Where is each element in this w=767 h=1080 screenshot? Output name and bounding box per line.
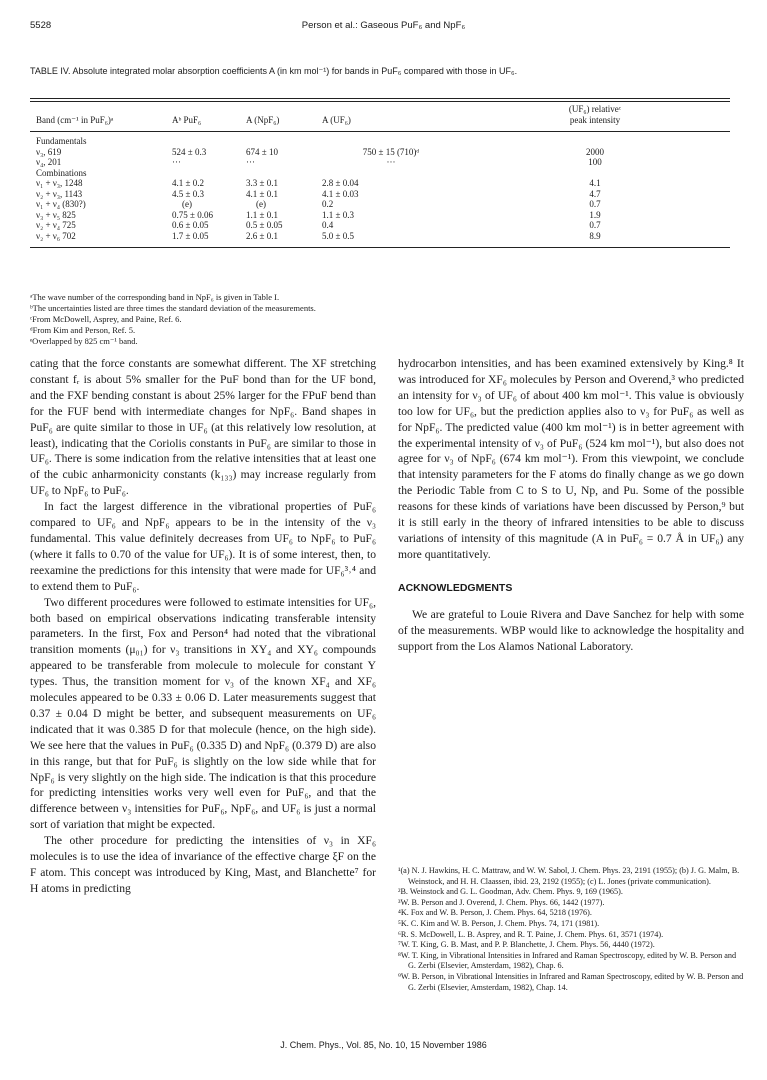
- cell-band: ν₃ + ν₅ 825: [36, 209, 76, 220]
- cell-npf6: 2.6 ± 0.1: [246, 230, 278, 241]
- reference-item: ⁵K. C. Kim and W. B. Person, J. Chem. Phys. 74, 171 (1981).: [398, 918, 600, 928]
- reference-item: ⁸W. T. King, in Vibrational Intensities in Infrared and Raman Spectroscopy, edited by W. B. Person and G. Zerbi (Elsevier, Amsterdam, 1982), Chap. 6.: [398, 950, 737, 971]
- cell-uf6: 2.8 ± 0.04: [322, 178, 359, 188]
- cell-npf6: 3.3 ± 0.1: [246, 178, 278, 188]
- table-row: [30, 189, 730, 200]
- section-row: [30, 168, 730, 179]
- reference-item: ⁹W. B. Person, in Vibrational Intensities in Infrared and Raman Spectroscopy, edited by W. B. Person and G. Zerbi (Elsevier, Amsterdam, 1982), Chap. 14.: [398, 971, 744, 992]
- header-relative: [460, 102, 730, 131]
- reference-item: ⁴K. Fox and W. B. Person, J. Chem. Phys. 64, 5218 (1976).: [398, 908, 592, 918]
- cell-npf6: (e): [256, 199, 266, 209]
- cell-relative: 4.1: [589, 178, 601, 188]
- cell-uf6: ···: [386, 157, 396, 167]
- cell-relative: 100: [588, 157, 602, 167]
- cell-puf6: 4.5 ± 0.3: [172, 188, 204, 199]
- cell-band: ν₂ + ν₄ 725: [36, 220, 76, 230]
- cell-band: ν₂ + ν₃, 1143: [36, 188, 83, 199]
- header-relative-line2: peak intensity: [569, 114, 621, 125]
- references: [398, 866, 744, 993]
- cell-relative: 0.7: [589, 199, 601, 209]
- header-puf6: Aᵇ PuF₆: [172, 114, 202, 125]
- cell-band: ν₁ + ν₄ (830?): [36, 199, 86, 209]
- table-row: [30, 147, 730, 158]
- table-footnote: ᵉOverlapped by 825 cm⁻¹ band.: [30, 336, 138, 346]
- reference-item: ¹(a) N. J. Hawkins, H. C. Mattraw, and W. W. Sabol, J. Chem. Phys. 23, 2191 (1955); (b) J. G. Malm, B. Weinstock, and H. H. Claassen, ibid. 23, 2192 (1955); (c) L. Jones (private communication).: [398, 866, 740, 886]
- running-head: Person et al.: Gaseous PuF₆ and NpF₆: [301, 20, 466, 31]
- cell-relative: 4.7: [589, 188, 601, 199]
- table-header-row: [30, 102, 730, 131]
- table-iv: [30, 98, 730, 248]
- reference-item: ⁶R. S. McDowell, L. B. Asprey, and R. T. Paine, J. Chem. Phys. 61, 3571 (1974).: [398, 929, 664, 939]
- table-footnotes: [30, 292, 730, 347]
- body-paragraph: hydrocarbon intensities, and has been examined extensively by King.⁸ It was introduced for XF₆ molecules by Person and Overend,³ who predicted an intensity for ν₃ of UF₆ of about 400 km mol⁻¹. This value is obviously too low for UF₆, but the prediction applies also to ν₃ for PuF₆ as well as for NpF₆. The predicted value (400 km mol⁻¹) is in better agreement with the experimental intensity of ν₃ of PuF₆ (524 km mol⁻¹), but also does not agree for ν₃ of NpF₆ (674 km mol⁻¹). From this viewpoint, we conclude that intensity parameters for the F atoms do finally change as we go down the Periodic Table from C to S to U, Np, and Pu. Some of the possible reasons for these kinds of variations have been discussed by Person,⁹ but it is still early in the theory of infrared intensities to be able to discuss variations of intensity of this magnitude (A in PuF₆ = 0.7 Å in UF₆) any more quantitatively.: [398, 357, 744, 561]
- reference-item: ⁷W. T. King, G. B. Mast, and P. P. Blanchette, J. Chem. Phys. 56, 4440 (1972).: [398, 940, 655, 950]
- cell-puf6: 0.6 ± 0.05: [172, 220, 209, 230]
- body-paragraph: Two different procedures were followed to estimate intensities for UF₆, both based on empirical observations indicating transferable intensity parameters. In the first, Fox and Person⁴ had noted that the vibrational transition moments (μ₀₁) for ν₃ transitions in XY₄ and XY₆ compounds appeared to be transferable from molecule to molecule for constant Y types. Thus, the transition moment for ν₃ of the known XF₄ and XF₆ molecules appeared to be 0.33 ± 0.06 D. Later measurements suggest that 0.37 ± 0.04 D might be better, and subsequent measurements on UF₆ indicated that it was 0.385 D for that molecule (hence, on the high side). We see here that the values in PuF₆ (0.335 D) and NpF₆ (0.379 D) are also in this range, but that for PuF₆ is slightly on the low side while that for NpF₆ is very slightly on the high side. The indication is that this procedure for predicting intensities works very well even for PuF₆, and that the difference between ν₃ intensities for PuF₆, NpF₆, and UF₆ is just a normal sort of variation that might be expected.: [30, 595, 376, 832]
- table-row: [30, 220, 730, 231]
- section-title: Fundamentals: [36, 136, 87, 146]
- table-row: [30, 199, 730, 210]
- cell-band: ν₃, 619: [36, 146, 62, 157]
- header-relative-line1: (UF₆) relativeᶜ: [568, 104, 622, 114]
- body-paragraph: cating that the force constants are somewhat different. The XF stretching constant fᵣ is about 5% smaller for the PuF bond than for the UF bond, and the FXF bending constant is about 25% larger for the FPuF bend than for the FUF bend with intermediate changes for NpF₆. Band shapes in PuF₆ are quite similar to those in UF₆ (at this relatively low resolution, at least), indicating that the Coriolis constants in PuF₆ are similar to those in UF₆. There is some indication from the relative intensities that at least one of the cubic anharmonicity constants (k₁₃₃) may increase regularly from UF₆ to NpF₆ to PuF₆.: [30, 357, 376, 498]
- cell-band: ν₂ + ν₆ 702: [36, 230, 76, 241]
- section-title: Combinations: [36, 167, 87, 178]
- cell-puf6: 524 ± 0.3: [172, 146, 207, 157]
- left-column: [30, 356, 376, 897]
- cell-puf6: 1.7 ± 0.05: [172, 230, 209, 241]
- cell-puf6: ···: [172, 157, 181, 167]
- body-paragraph: In fact the largest difference in the vibrational properties of PuF₆ compared to UF₆ and NpF₆ appears to be in the intensity of the ν₃ fundamental. This value definitely decreases from UF₆ to NpF₆ to PuF₆ (where it falls to 0.70 of the value for UF₆). It is of some interest, then, to reexamine the predictions for this intensity that were made for UF₆³˒⁴ and to extend them to PuF₆.: [30, 500, 376, 593]
- right-column: [398, 356, 744, 654]
- cell-npf6: 1.1 ± 0.1: [246, 209, 278, 220]
- header-uf6: A (UF₆): [322, 114, 351, 125]
- table-row: [30, 178, 730, 189]
- body-paragraph: The other procedure for predicting the intensities of ν₃ in XF₆ molecules is to use the idea of invariance of the effective charge ξF on the F atom. This concept was introduced by King, Mast, and Blanchette⁷ for H atoms in predicting: [30, 834, 376, 895]
- header-npf6: A (NpF₆): [246, 114, 280, 125]
- table-row: [30, 210, 730, 221]
- absorption-table: [30, 102, 730, 241]
- table-header-rule: [30, 131, 730, 132]
- cell-uf6: 5.0 ± 0.5: [322, 230, 354, 241]
- cell-uf6: 1.1 ± 0.3: [322, 209, 354, 220]
- cell-npf6: 674 ± 10: [246, 146, 278, 157]
- table-footnote: ᵈFrom Kim and Person, Ref. 5.: [30, 325, 136, 335]
- cell-puf6: 4.1 ± 0.2: [172, 178, 204, 188]
- table-row: [30, 231, 730, 242]
- section-row: [30, 136, 730, 147]
- cell-puf6: 0.75 ± 0.06: [172, 209, 213, 220]
- page-footer: J. Chem. Phys., Vol. 85, No. 10, 15 November 1986: [280, 1040, 487, 1050]
- table-bottom-rule: [30, 247, 730, 248]
- cell-npf6: ···: [246, 157, 255, 167]
- cell-relative: 8.9: [589, 230, 601, 241]
- cell-puf6: (e): [182, 199, 192, 209]
- table-row: [30, 157, 730, 168]
- cell-uf6: 0.4: [322, 220, 334, 230]
- table-caption: TABLE IV. Absolute integrated molar absorption coefficients A (in km mol⁻¹) for bands in PuF₆ compared with those in UF₆.: [30, 66, 518, 76]
- cell-uf6: 0.2: [322, 199, 334, 209]
- cell-relative: 1.9: [589, 209, 601, 220]
- acknowledgments-heading: ACKNOWLEDGMENTS: [398, 581, 513, 594]
- cell-band: ν₄, 201: [36, 157, 62, 167]
- cell-uf6: 4.1 ± 0.03: [322, 188, 359, 199]
- cell-npf6: 0.5 ± 0.05: [246, 220, 283, 230]
- cell-relative: 0.7: [589, 220, 601, 230]
- table-footnote: ᵃThe wave number of the corresponding band in NpF₆ is given in Table I.: [30, 292, 280, 302]
- page-header: [30, 20, 737, 36]
- cell-relative: 2000: [586, 146, 604, 157]
- reference-item: ³W. B. Person and J. Overend, J. Chem. Phys. 66, 1442 (1977).: [398, 897, 605, 907]
- cell-npf6: 4.1 ± 0.1: [246, 188, 278, 199]
- cell-band: ν₁ + ν₃, 1248: [36, 178, 83, 188]
- table-footnote: ᵇThe uncertainties listed are three times the standard deviation of the measurements.: [30, 303, 316, 313]
- cell-uf6: 750 ± 15 (710)ᵈ: [362, 146, 420, 157]
- reference-item: ²B. Weinstock and G. L. Goodman, Adv. Chem. Phys. 9, 169 (1965).: [398, 887, 623, 897]
- acknowledgments-text: We are grateful to Louie Rivera and Dave Sanchez for help with some of the measurements. WBP would like to acknowledge the hospitality and support from the Los Alamos National Laboratory.: [398, 607, 744, 653]
- table-footnote: ᶜFrom McDowell, Asprey, and Paine, Ref. 6.: [30, 314, 182, 324]
- page-number: 5528: [30, 20, 52, 31]
- header-band: Band (cm⁻¹ in PuF₆)ᵃ: [36, 114, 114, 125]
